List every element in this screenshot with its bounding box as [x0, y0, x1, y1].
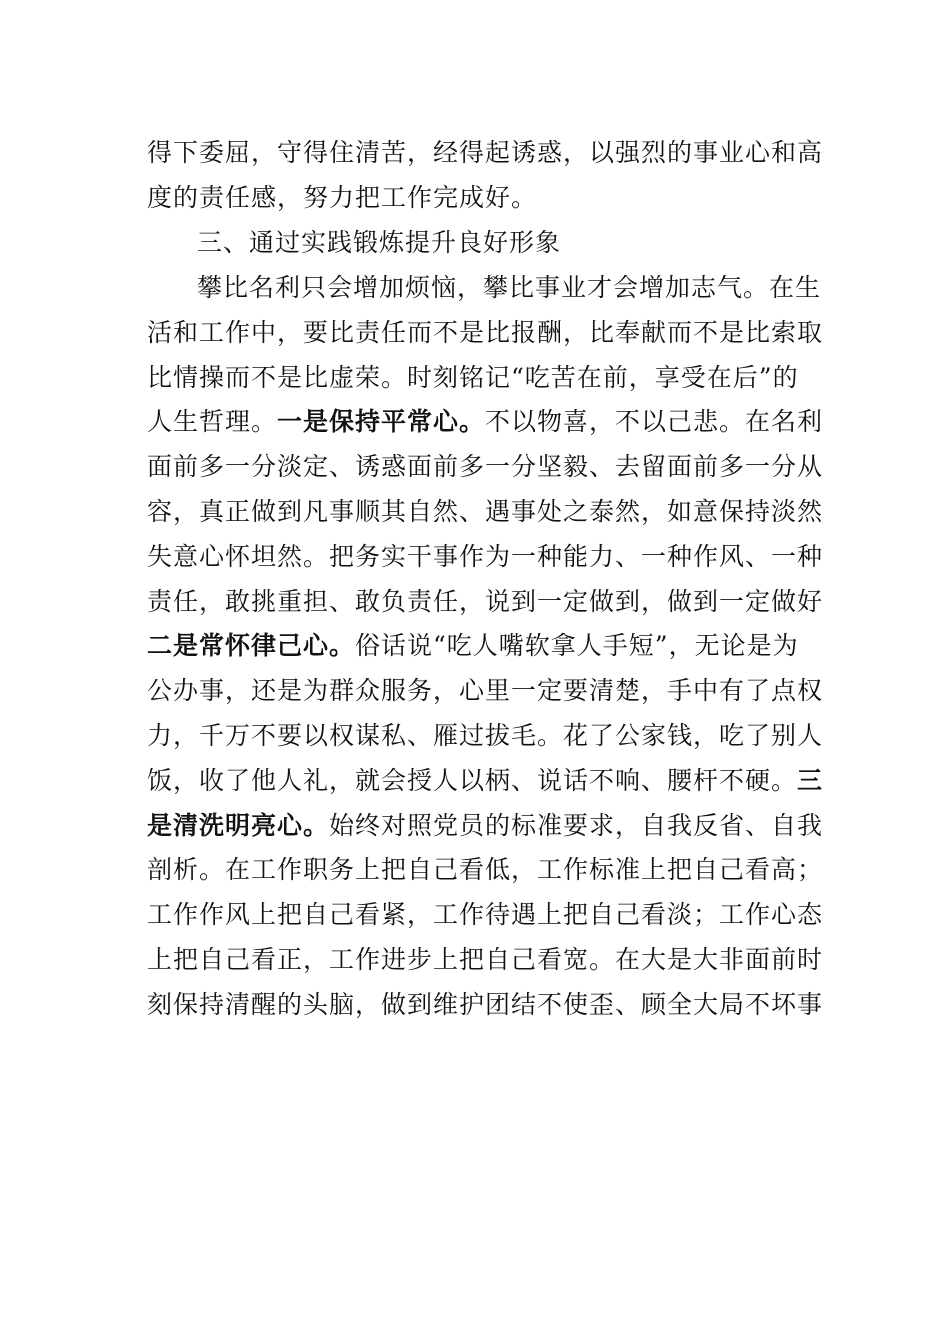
paragraph-line: 工作作风上把自己看紧，工作待遇上把自己看淡；工作心态	[147, 900, 824, 929]
paragraph-line: 上把自己看正，工作进步上把自己看宽。在大是大非面前时	[147, 945, 824, 974]
paragraph-line: 剖析。在工作职务上把自己看低，工作标准上把自己看高；	[147, 855, 824, 884]
paragraph-line: 度的责任感，努力把工作完成好。	[147, 183, 538, 212]
text-segment: 人生哲理。	[147, 407, 278, 436]
paragraph-line: 得下委屈，守得住清苦，经得起诱惑，以强烈的事业心和高	[147, 138, 824, 167]
paragraph-line: 比情操而不是比虚荣。时刻铭记“吃苦在前，享受在后”的	[147, 363, 799, 392]
bold-lead-phrase: 是清洗明亮心。	[147, 811, 330, 840]
text-segment: 始终对照党员的标准要求，自我反省、自我	[329, 811, 824, 840]
bold-lead-phrase: 一是保持平常心。	[277, 407, 486, 436]
bold-lead-phrase: 三	[797, 766, 824, 795]
paragraph-line	[147, 626, 817, 666]
paragraph-line	[147, 402, 824, 442]
paragraph-line	[147, 761, 824, 801]
paragraph-line: 公办事，还是为群众服务，心里一定要清楚，手中有了点权	[147, 676, 824, 705]
paragraph-line: 面前多一分淡定、诱惑面前多一分坚毅、去留面前多一分从	[147, 452, 824, 481]
paragraph-line: 攀比名利只会增加烦恼，攀比事业才会增加志气。在生	[197, 273, 822, 302]
text-segment: 饭，收了他人礼，就会授人以柄、说话不响、腰杆不硬。	[147, 766, 798, 795]
paragraph-line: 失意心怀坦然。把务实干事作为一种能力、一种作风、一种	[147, 542, 824, 571]
paragraph-line: 力，千万不要以权谋私、雁过拔毛。花了公家钱，吃了别人	[147, 721, 824, 750]
bold-lead-phrase: 二是常怀律己心。	[147, 631, 356, 660]
text-segment: 俗话说“吃人嘴软拿人手短”，无论是为	[355, 631, 799, 660]
paragraph-line: 活和工作中，要比责任而不是比报酬，比奉献而不是比索取	[147, 318, 824, 347]
text-segment: 不以物喜，不以己悲。在名利	[485, 407, 824, 436]
paragraph-line	[147, 806, 824, 846]
paragraph-line: 责任，敢挑重担、敢负责任，说到一定做到，做到一定做好	[147, 587, 824, 616]
section-heading: 三、通过实践锻炼提升良好形象	[197, 228, 562, 257]
paragraph-line: 容，真正做到凡事顺其自然、遇事处之泰然，如意保持淡然	[147, 497, 824, 526]
paragraph-line: 刻保持清醒的头脑，做到维护团结不使歪、顾全大局不坏事	[147, 990, 824, 1019]
